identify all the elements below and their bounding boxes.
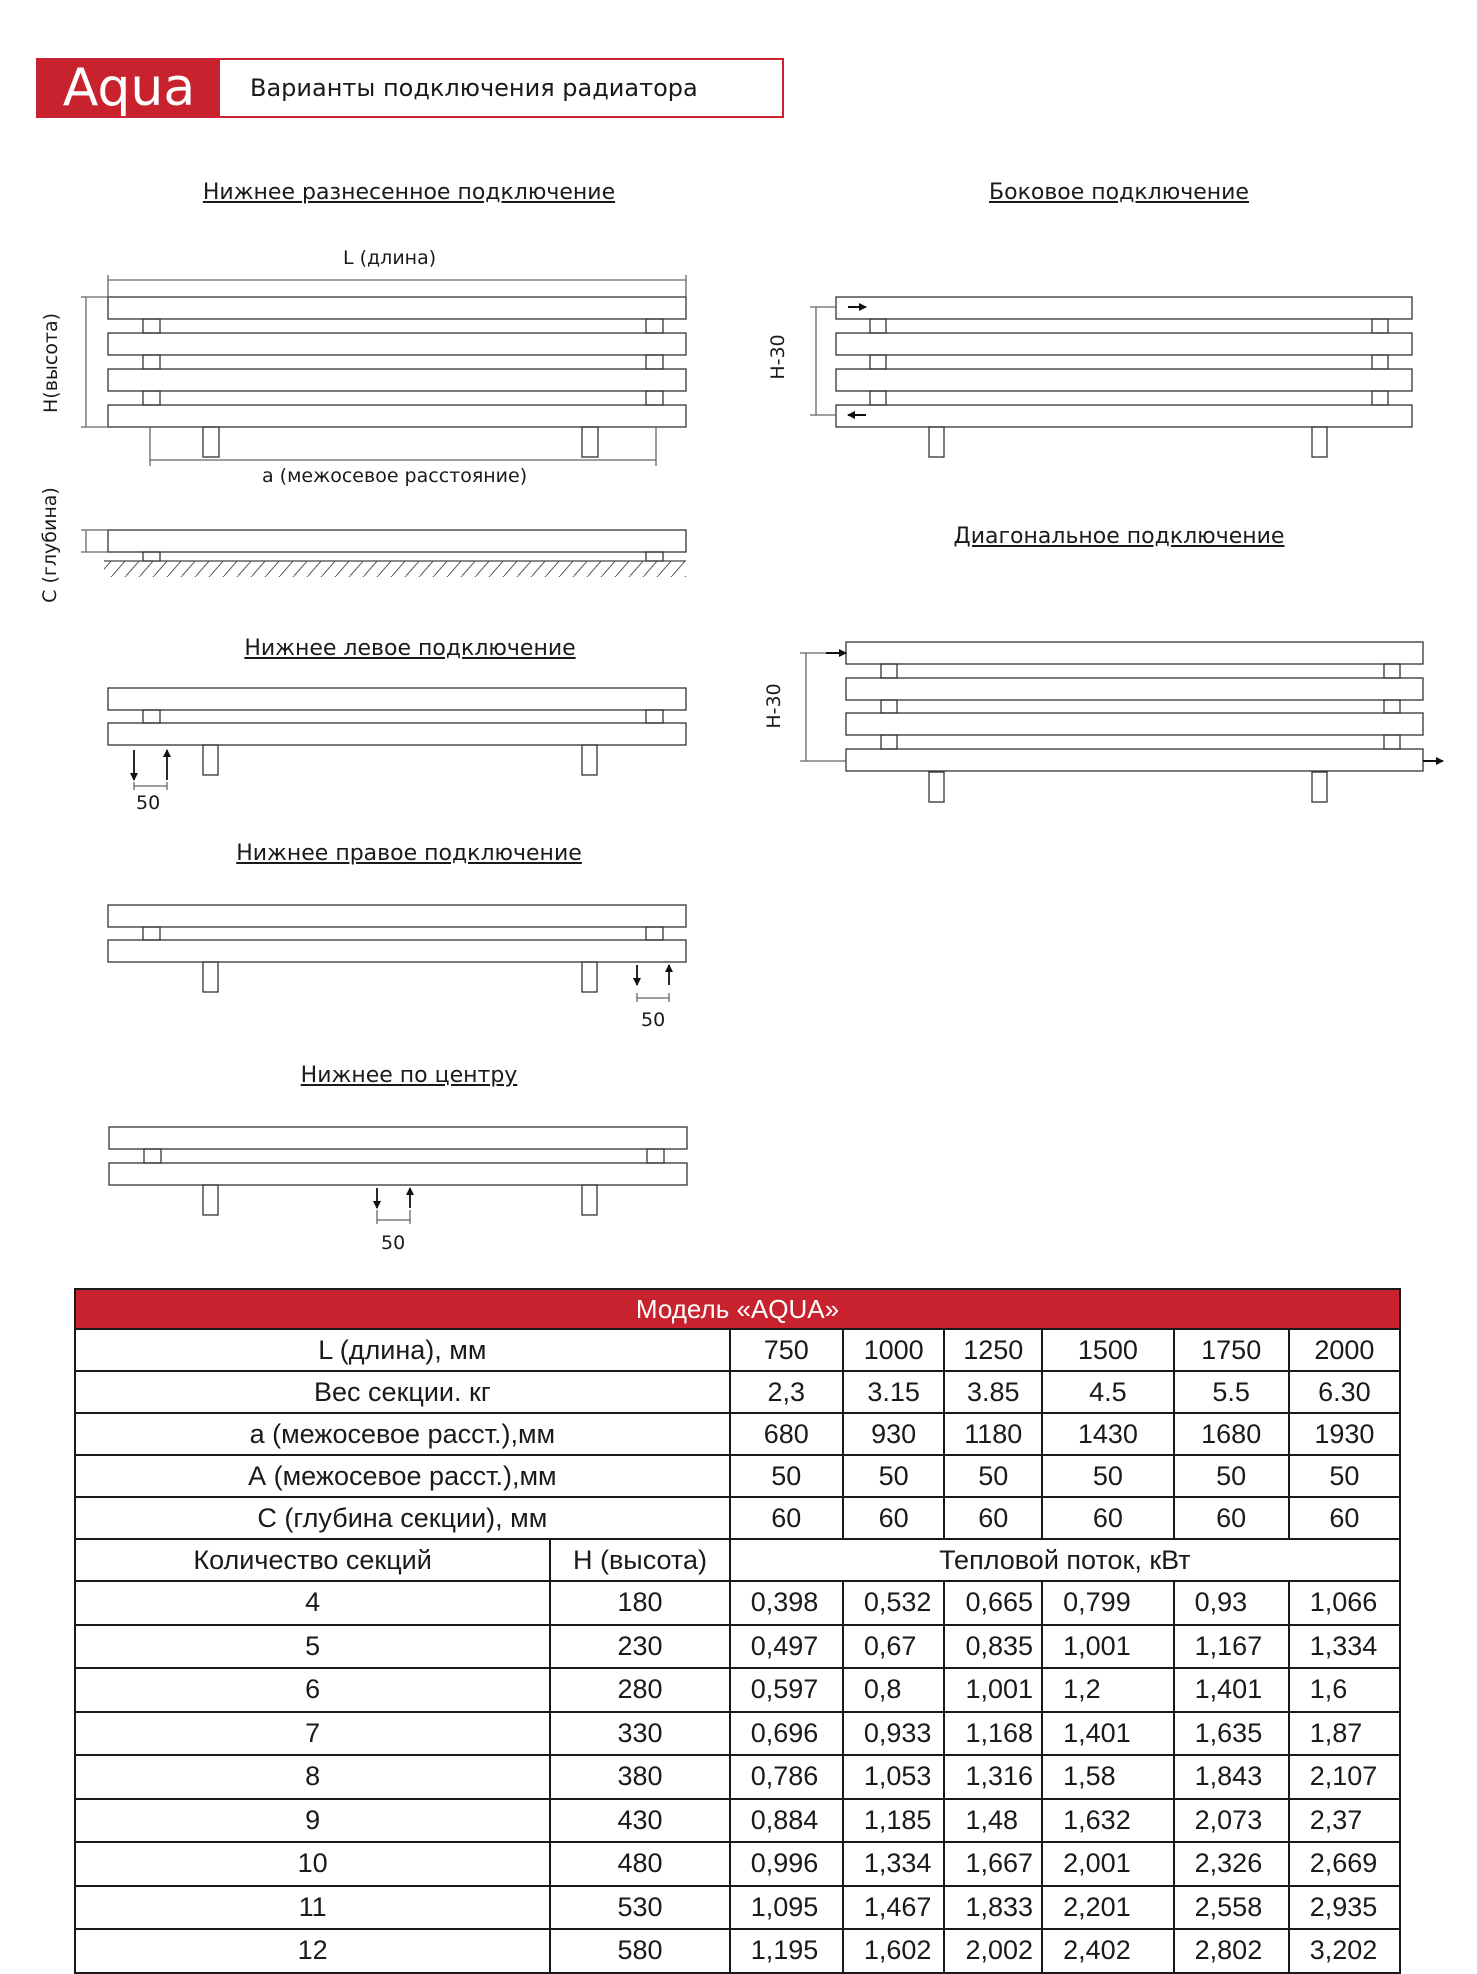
flow-value: 1,635 xyxy=(1174,1712,1289,1756)
spec-value: 4.5 xyxy=(1042,1371,1174,1413)
flow-value: 0,497 xyxy=(730,1625,843,1669)
sections-cell: 7 xyxy=(75,1712,550,1756)
sections-cell: 6 xyxy=(75,1668,550,1712)
spec-value: 50 xyxy=(1289,1455,1400,1497)
height-cell: 430 xyxy=(550,1799,729,1843)
radiator-bottom-center xyxy=(109,1127,687,1224)
flow-value: 2,002 xyxy=(944,1929,1042,1973)
table-subheader-row xyxy=(75,1539,1400,1581)
document-title: Варианты подключения радиатора xyxy=(250,74,698,102)
flow-header: Тепловой поток, кВт xyxy=(730,1539,1400,1581)
height-cell: 530 xyxy=(550,1886,729,1930)
table-row xyxy=(75,1581,1400,1625)
flow-value: 1,833 xyxy=(944,1886,1042,1930)
flow-value: 2,935 xyxy=(1289,1886,1400,1930)
table-row xyxy=(75,1371,1400,1413)
flow-value: 2,107 xyxy=(1289,1755,1400,1799)
spec-value: 750 xyxy=(730,1329,843,1371)
distance-label-left: 50 xyxy=(136,792,161,814)
flow-value: 1,6 xyxy=(1289,1668,1400,1712)
sections-cell: 4 xyxy=(75,1581,550,1625)
spec-value: 1500 xyxy=(1042,1329,1174,1371)
flow-value: 2,37 xyxy=(1289,1799,1400,1843)
flow-value: 1,334 xyxy=(843,1842,945,1886)
flow-value: 0,799 xyxy=(1042,1581,1174,1625)
axis-distance-label: а (межосевое расстояние) xyxy=(262,465,528,487)
spec-value: 5.5 xyxy=(1174,1371,1289,1413)
flow-value: 0,996 xyxy=(730,1842,843,1886)
table-row xyxy=(75,1329,1400,1371)
height-cell: 380 xyxy=(550,1755,729,1799)
flow-value: 1,48 xyxy=(944,1799,1042,1843)
flow-value: 0,93 xyxy=(1174,1581,1289,1625)
flow-value: 1,602 xyxy=(843,1929,945,1973)
table-row xyxy=(75,1929,1400,1973)
distance-label-right: 50 xyxy=(641,1009,666,1031)
table-row xyxy=(75,1886,1400,1930)
flow-value: 0,67 xyxy=(843,1625,945,1669)
height-cell: 280 xyxy=(550,1668,729,1712)
spec-label: а (межосевое расст.),мм xyxy=(75,1413,730,1455)
radiator-front-view xyxy=(81,275,686,466)
sections-cell: 10 xyxy=(75,1842,550,1886)
spec-value: 2,3 xyxy=(730,1371,843,1413)
spec-value: 1430 xyxy=(1042,1413,1174,1455)
sections-cell: 11 xyxy=(75,1886,550,1930)
table-row xyxy=(75,1625,1400,1669)
flow-value: 1,066 xyxy=(1289,1581,1400,1625)
table-row xyxy=(75,1755,1400,1799)
sections-cell: 12 xyxy=(75,1929,550,1973)
flow-value: 2,558 xyxy=(1174,1886,1289,1930)
length-label: L (длина) xyxy=(343,247,437,269)
side-height-label: H-30 xyxy=(767,334,789,380)
flow-value: 0,933 xyxy=(843,1712,945,1756)
flow-value: 1,467 xyxy=(843,1886,945,1930)
flow-value: 0,8 xyxy=(843,1668,945,1712)
flow-value: 1,185 xyxy=(843,1799,945,1843)
spec-value: 1000 xyxy=(843,1329,945,1371)
spec-value: 1680 xyxy=(1174,1413,1289,1455)
sections-cell: 9 xyxy=(75,1799,550,1843)
flow-value: 1,334 xyxy=(1289,1625,1400,1669)
spec-value: 60 xyxy=(944,1497,1042,1539)
table-row xyxy=(75,1413,1400,1455)
spec-value: 2000 xyxy=(1289,1329,1400,1371)
spec-value: 60 xyxy=(1174,1497,1289,1539)
spec-value: 50 xyxy=(843,1455,945,1497)
flow-value: 2,001 xyxy=(1042,1842,1174,1886)
spec-value: 50 xyxy=(944,1455,1042,1497)
height-header: H (высота) xyxy=(550,1539,729,1581)
flow-value: 0,786 xyxy=(730,1755,843,1799)
flow-value: 0,532 xyxy=(843,1581,945,1625)
flow-value: 3,202 xyxy=(1289,1929,1400,1973)
brand-logo: Aqua xyxy=(38,60,220,116)
flow-value: 0,597 xyxy=(730,1668,843,1712)
height-label: H(высота) xyxy=(40,312,62,413)
spec-value: 6.30 xyxy=(1289,1371,1400,1413)
flow-value: 1,095 xyxy=(730,1886,843,1930)
spec-label: А (межосевое расст.),мм xyxy=(75,1455,730,1497)
spec-value: 930 xyxy=(843,1413,945,1455)
flow-value: 2,802 xyxy=(1174,1929,1289,1973)
flow-value: 2,326 xyxy=(1174,1842,1289,1886)
flow-value: 1,87 xyxy=(1289,1712,1400,1756)
diagonal-height-label: H-30 xyxy=(763,683,785,729)
flow-value: 1,001 xyxy=(1042,1625,1174,1669)
table-title-row xyxy=(75,1289,1400,1329)
title-side: Боковое подключение xyxy=(989,180,1249,205)
table-row xyxy=(75,1712,1400,1756)
flow-value: 2,669 xyxy=(1289,1842,1400,1886)
table-row xyxy=(75,1497,1400,1539)
flow-value: 1,053 xyxy=(843,1755,945,1799)
flow-value: 1,195 xyxy=(730,1929,843,1973)
flow-value: 1,2 xyxy=(1042,1668,1174,1712)
table-row xyxy=(75,1842,1400,1886)
spec-value: 680 xyxy=(730,1413,843,1455)
radiator-depth-view xyxy=(81,530,686,577)
title-bottom-right: Нижнее правое подключение xyxy=(236,841,582,866)
spec-value: 60 xyxy=(1042,1497,1174,1539)
flow-value: 1,167 xyxy=(1174,1625,1289,1669)
flow-value: 1,168 xyxy=(944,1712,1042,1756)
spec-value: 3.15 xyxy=(843,1371,945,1413)
spec-value: 60 xyxy=(843,1497,945,1539)
spec-label: С (глубина секции), мм xyxy=(75,1497,730,1539)
spec-label: Вес секции. кг xyxy=(75,1371,730,1413)
flow-value: 0,696 xyxy=(730,1712,843,1756)
flow-value: 2,201 xyxy=(1042,1886,1174,1930)
title-diagonal: Диагональное подключение xyxy=(953,524,1285,549)
spec-label: L (длина), мм xyxy=(75,1329,730,1371)
spec-value: 3.85 xyxy=(944,1371,1042,1413)
spec-value: 1930 xyxy=(1289,1413,1400,1455)
flow-value: 0,398 xyxy=(730,1581,843,1625)
flow-value: 0,665 xyxy=(944,1581,1042,1625)
height-cell: 180 xyxy=(550,1581,729,1625)
title-bottom-center: Нижнее по центру xyxy=(300,1063,518,1088)
flow-value: 1,667 xyxy=(944,1842,1042,1886)
table-title: Модель «AQUA» xyxy=(75,1289,1400,1329)
flow-value: 1,316 xyxy=(944,1755,1042,1799)
radiator-diagonal xyxy=(800,642,1443,802)
spec-value: 1750 xyxy=(1174,1329,1289,1371)
radiator-bottom-left xyxy=(108,688,686,790)
flow-value: 2,402 xyxy=(1042,1929,1174,1973)
spec-value: 1180 xyxy=(944,1413,1042,1455)
height-cell: 480 xyxy=(550,1842,729,1886)
flow-value: 1,632 xyxy=(1042,1799,1174,1843)
title-bottom-spread: Нижнее разнесенное подключение xyxy=(202,180,616,205)
flow-value: 0,884 xyxy=(730,1799,843,1843)
spec-value: 60 xyxy=(1289,1497,1400,1539)
depth-label: C (глубина) xyxy=(39,487,61,603)
distance-label-center: 50 xyxy=(381,1232,406,1254)
spec-value: 50 xyxy=(1174,1455,1289,1497)
radiator-side xyxy=(810,297,1412,457)
flow-value: 1,58 xyxy=(1042,1755,1174,1799)
title-bottom-left: Нижнее левое подключение xyxy=(244,636,576,661)
flow-value: 1,401 xyxy=(1174,1668,1289,1712)
flow-value: 1,843 xyxy=(1174,1755,1289,1799)
height-cell: 230 xyxy=(550,1625,729,1669)
flow-value: 1,401 xyxy=(1042,1712,1174,1756)
flow-value: 1,001 xyxy=(944,1668,1042,1712)
sections-cell: 5 xyxy=(75,1625,550,1669)
height-cell: 580 xyxy=(550,1929,729,1973)
sections-header: Количество секций xyxy=(75,1539,550,1581)
table-row xyxy=(75,1799,1400,1843)
sections-cell: 8 xyxy=(75,1755,550,1799)
spec-value: 50 xyxy=(1042,1455,1174,1497)
spec-value: 1250 xyxy=(944,1329,1042,1371)
table-row xyxy=(75,1455,1400,1497)
table-row xyxy=(75,1668,1400,1712)
flow-value: 2,073 xyxy=(1174,1799,1289,1843)
spec-table xyxy=(74,1288,1401,1974)
spec-value: 60 xyxy=(730,1497,843,1539)
spec-value: 50 xyxy=(730,1455,843,1497)
flow-value: 0,835 xyxy=(944,1625,1042,1669)
height-cell: 330 xyxy=(550,1712,729,1756)
radiator-bottom-right xyxy=(108,905,686,1002)
